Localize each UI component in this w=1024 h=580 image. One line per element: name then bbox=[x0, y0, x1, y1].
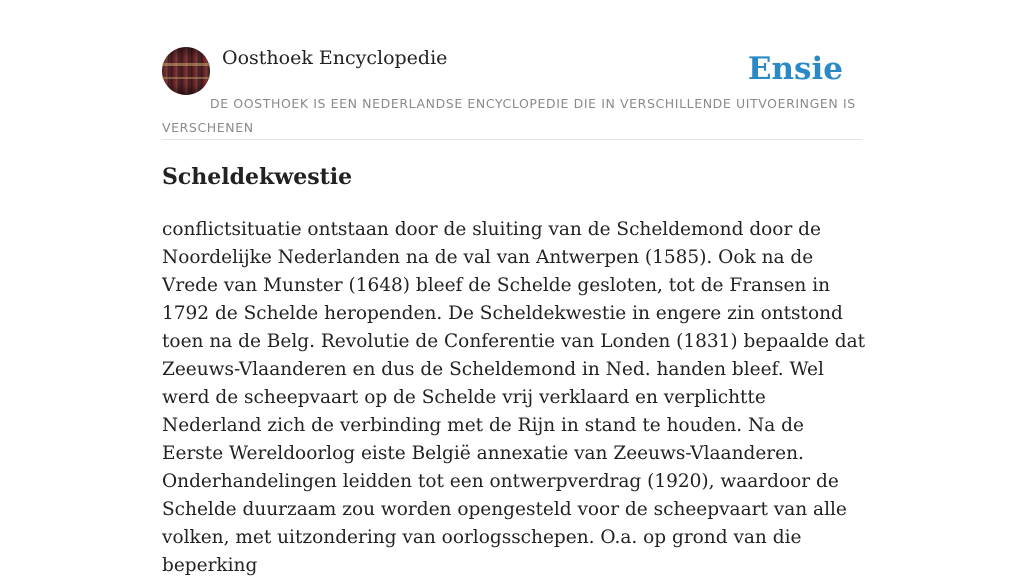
encyclopedia-books-avatar[interactable] bbox=[162, 47, 210, 95]
avatar-decoration bbox=[162, 63, 210, 66]
ensie-logo-link[interactable]: Ensie bbox=[747, 51, 843, 87]
site-tagline: DE OOSTHOEK IS EEN NEDERLANDSE ENCYCLOPEDIE DIE IN VERSCHILLENDE UITVOERINGEN IS VERSCHENEN bbox=[162, 96, 856, 135]
article-title: Scheldekwestie bbox=[162, 164, 353, 190]
site-header bbox=[162, 46, 862, 140]
article-body: conflictsituatie ontstaan door de sluiting van de Scheldemond door de Noordelijke Nederlanden na de val van Antwerpen (1585). Ook na de Vrede van Munster (1648) bleef de Schelde gesloten, tot de Fransen in 1792 de Schelde heropenden. De Scheldekwestie in engere zin ontstond toen na de Belg. Revolutie de Conferentie van Londen (1831) bepaalde dat Zeeuws-Vlaanderen en dus de Scheldemond in Ned. handen bleef. Wel werd de scheepvaart op de Schelde vrij verklaard en verplichtte Nederland zich de verbinding met de Rijn in stand te houden. Na de Eerste Wereldoorlog eiste België annexatie van Zeeuws-Vlaanderen. Onderhandelingen leidden tot een ontwerpverdrag (1920), waardoor de Schelde duurzaam zou worden opengesteld voor de scheepvaart van alle volken, met uitzondering van oorlogsschepen. O.a. op grond van die beperking bbox=[162, 219, 866, 576]
avatar-decoration bbox=[162, 77, 210, 79]
site-title-link[interactable]: Oosthoek Encyclopedie bbox=[222, 47, 448, 69]
